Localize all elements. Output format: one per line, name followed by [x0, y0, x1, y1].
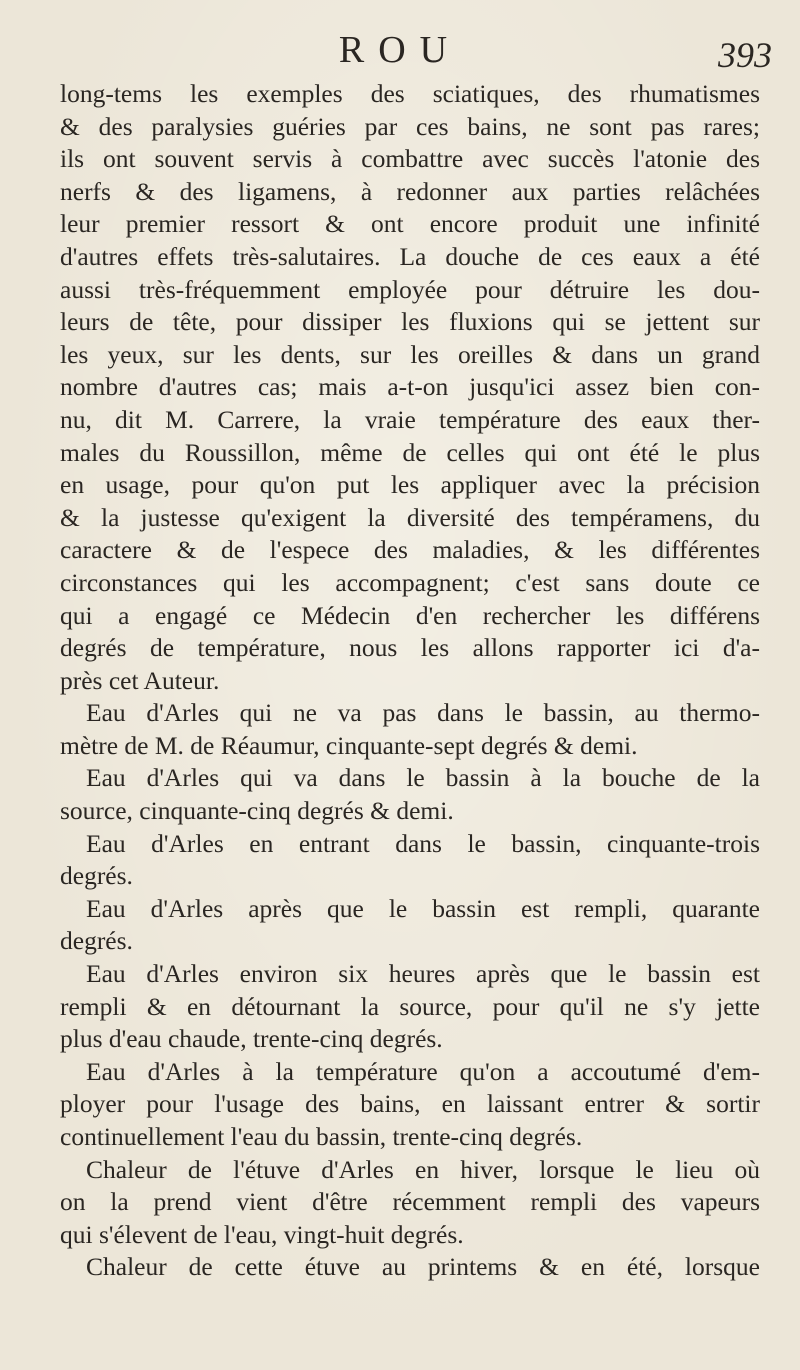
temperature-entries	[60, 697, 760, 1284]
text-line: qui a engagé ce Médecin d'en rechercher les différens	[60, 600, 760, 630]
page-number: 393	[718, 35, 772, 75]
entry-paragraph	[60, 1056, 760, 1154]
text-line: continuellement l'eau du bassin, trente-cinq degrés.	[60, 1122, 583, 1151]
text-line: près cet Auteur.	[60, 665, 220, 695]
text-line: Chaleur de l'étuve d'Arles en hiver, lorsque le lieu où	[86, 1154, 760, 1184]
text-line: ployer pour l'usage des bains, en laissant entrer & sortir	[60, 1089, 760, 1119]
text-line: Chaleur de cette étuve au printems & en été, lorsque	[86, 1252, 760, 1282]
text-line: degrés de température, nous les allons rapporter ici d'a-	[60, 633, 760, 663]
text-line: & des paralysies guéries par ces bains, ne sont pas rares;	[60, 111, 760, 141]
entry-paragraph	[60, 1251, 760, 1284]
text-line: Eau d'Arles environ six heures après que le bassin est	[86, 959, 760, 989]
text-line: rempli & en détournant la source, pour qu'il ne s'y jette	[60, 991, 760, 1021]
text-line: & la justesse qu'exigent la diversité des tempéramens, du	[60, 502, 760, 532]
entry-paragraph	[60, 828, 760, 893]
text-line: leur premier ressort & ont encore produit une infinité	[60, 209, 760, 239]
text-line: ils ont souvent servis à combattre avec succès l'atonie des	[60, 144, 760, 174]
text-line: Eau d'Arles qui ne va pas dans le bassin, au thermo-	[86, 698, 760, 728]
entry-paragraph	[60, 958, 760, 1056]
text-line: mètre de M. de Réaumur, cinquante-sept degrés & demi.	[60, 730, 638, 760]
text-line: Eau d'Arles à la température qu'on a accoutumé d'em-	[86, 1056, 760, 1086]
running-head: ROU	[338, 29, 462, 71]
entry-paragraph	[60, 697, 760, 762]
text-line: leurs de tête, pour dissiper les fluxions qui se jettent sur	[60, 307, 760, 337]
text-line: Eau d'Arles qui va dans le bassin à la bouche de la	[86, 763, 760, 793]
body-text	[60, 78, 760, 1284]
text-line: les yeux, sur les dents, sur les oreilles & dans un grand	[60, 339, 760, 369]
text-line: nu, dit M. Carrere, la vraie température des eaux ther-	[60, 404, 760, 434]
text-line: degrés.	[60, 926, 133, 956]
text-line: on la prend vient d'être récemment rempli des vapeurs	[60, 1187, 760, 1217]
text-line: degrés.	[60, 861, 133, 891]
text-line: d'autres effets très-salutaires. La douche de ces eaux a été	[60, 241, 760, 271]
text-line: long-tems les exemples des sciatiques, des rhumatismes	[60, 79, 760, 108]
text-line: qui s'élevent de l'eau, vingt-huit degrés.	[60, 1219, 464, 1249]
text-line: plus d'eau chaude, trente-cinq degrés.	[60, 1024, 443, 1054]
entry-paragraph	[60, 762, 760, 827]
page-header	[0, 28, 800, 78]
text-line: caractere & de l'espece des maladies, & les différentes	[60, 535, 760, 565]
text-line: Eau d'Arles après que le bassin est rempli, quarante	[86, 893, 760, 923]
entry-paragraph	[60, 893, 760, 958]
text-line: Eau d'Arles en entrant dans le bassin, cinquante-trois	[86, 828, 760, 858]
paragraph	[60, 78, 760, 697]
text-line: aussi très-fréquemment employée pour détruire les dou-	[60, 274, 760, 304]
text-line: en usage, pour qu'on put les appliquer avec la précision	[60, 470, 760, 500]
entry-paragraph	[60, 1154, 760, 1252]
text-line: nerfs & des ligamens, à redonner aux parties relâchées	[60, 176, 760, 206]
text-line: circonstances qui les accompagnent; c'est sans doute ce	[60, 567, 760, 597]
text-line: nombre d'autres cas; mais a-t-on jusqu'ici assez bien con-	[60, 372, 760, 402]
text-line: males du Roussillon, même de celles qui ont été le plus	[60, 437, 760, 467]
text-line: source, cinquante-cinq degrés & demi.	[60, 796, 454, 826]
